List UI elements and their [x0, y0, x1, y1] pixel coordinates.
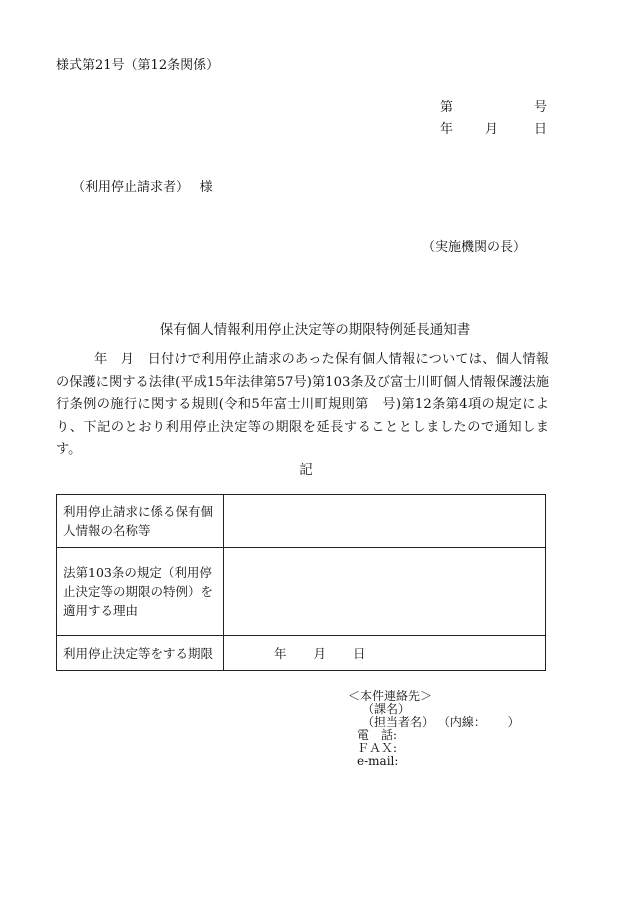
deadline-year: 年 [274, 645, 287, 661]
contact-block [348, 690, 520, 768]
table-row [57, 548, 546, 636]
deadline-month: 月 [313, 645, 327, 661]
table-row [57, 495, 546, 548]
sender: （実施機関の長） [422, 240, 527, 255]
addressee: （利用停止請求者） 様 [72, 180, 213, 195]
form-number: 様式第21号（第12条関係） [56, 58, 220, 73]
ki-heading: 記 [299, 462, 313, 478]
body-paragraph: 年 月 日付けで利用停止請求のあった保有個人情報については、個人情報の保護に関する法律(平成15年法律第57号)第103条及び富士川町個人情報保護法施行条例の施行に関する規則(令和5年富士川町規則第 号)第12条第4項の規定により、下記のとおり利用停止決定等の期限を延長することとしましたので通知します。 [56, 352, 549, 457]
record-name-value [224, 495, 546, 548]
reason-value [224, 548, 546, 636]
contact-extension: （内線： ） [437, 715, 520, 729]
deadline-day: 日 [353, 645, 366, 661]
details-table [56, 494, 546, 671]
issue-date-month: 月 [485, 122, 499, 137]
contact-email: e-mail: [357, 754, 399, 768]
document-number-prefix: 第 [440, 100, 454, 115]
document-title: 保有個人情報利用停止決定等の期限特例延長通知書 [159, 322, 471, 338]
deadline-value [224, 636, 546, 671]
contact-fax: ＦＡＸ: [357, 741, 398, 755]
contact-section: （課名） [362, 702, 411, 716]
contact-person: （担当者名） [362, 715, 435, 729]
record-name-label: 利用停止請求に係る保有個人情報の名称等 [57, 495, 224, 548]
table-row [57, 636, 546, 671]
contact-phone: 電 話: [357, 728, 398, 742]
issue-date-day: 日 [534, 122, 548, 137]
issue-date-year: 年 [440, 122, 454, 137]
reason-label: 法第103条の規定（利用停止決定等の期限の特例）を適用する理由 [57, 548, 224, 636]
contact-heading: ＜本件連絡先＞ [348, 689, 433, 703]
document-number-suffix: 号 [534, 100, 548, 115]
deadline-label: 利用停止決定等をする期限 [57, 636, 224, 671]
